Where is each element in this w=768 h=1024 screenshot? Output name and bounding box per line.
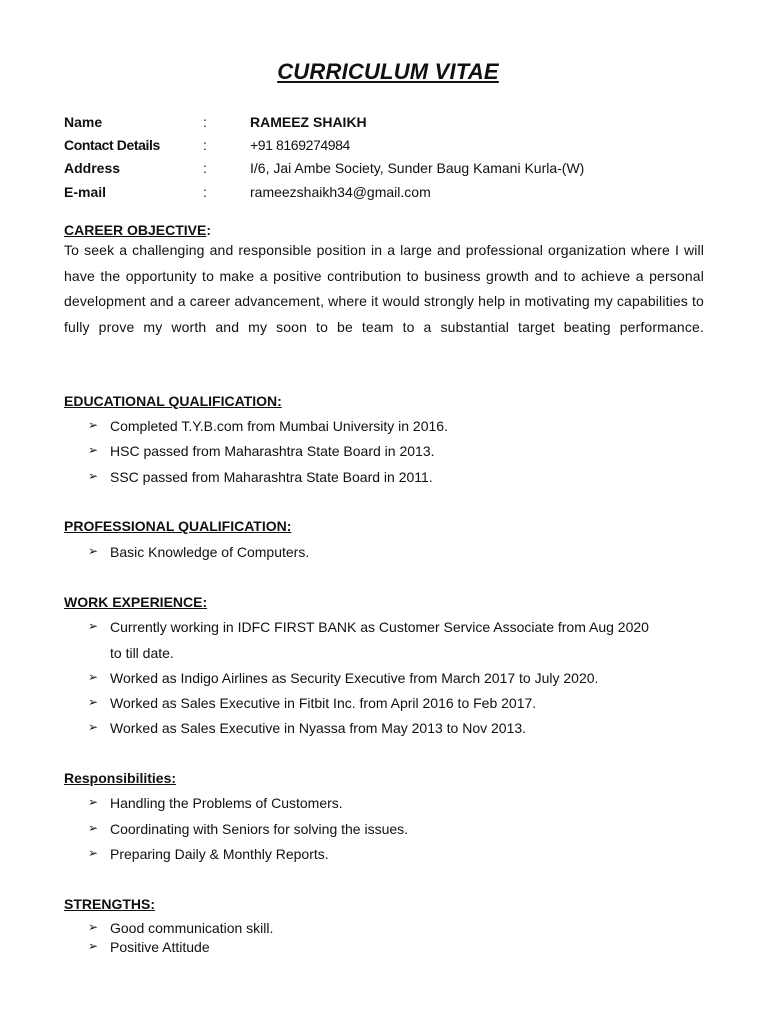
- professional-heading: PROFESSIONAL QUALIFICATION:: [64, 518, 292, 534]
- responsibility-item: Handling the Problems of Customers.: [110, 795, 343, 811]
- work-item: Worked as Indigo Airlines as Security Executive from March 2017 to July 2020.: [110, 670, 599, 686]
- arrow-bullet-icon: ➢: [88, 846, 99, 860]
- contact-label: Contact Details: [64, 137, 160, 153]
- contact-value: +91 8169274984: [250, 137, 350, 153]
- work-item: Currently working in IDFC FIRST BANK as Customer Service Associate from Aug 2020: [110, 619, 649, 635]
- responsibilities-heading: Responsibilities:: [64, 770, 177, 786]
- education-heading: EDUCATIONAL QUALIFICATION:: [64, 393, 282, 409]
- arrow-bullet-icon: ➢: [88, 795, 99, 809]
- arrow-bullet-icon: ➢: [88, 544, 99, 558]
- strengths-heading: STRENGTHS:: [64, 896, 155, 912]
- name-label: Name: [64, 114, 103, 130]
- strength-item: Good communication skill.: [110, 920, 274, 936]
- arrow-bullet-icon: ➢: [88, 418, 99, 432]
- responsibility-item: Preparing Daily & Monthly Reports.: [110, 846, 329, 862]
- education-item: SSC passed from Maharashtra State Board in 2011.: [110, 469, 433, 485]
- education-item: HSC passed from Maharashtra State Board in 2013.: [110, 443, 435, 459]
- address-label: Address: [64, 160, 121, 176]
- career-heading-text: CAREER OBJECTIVE: [64, 222, 207, 238]
- arrow-bullet-icon: ➢: [88, 821, 99, 835]
- arrow-bullet-icon: ➢: [88, 670, 99, 684]
- work-heading: WORK EXPERIENCE:: [64, 594, 208, 610]
- work-item: Worked as Sales Executive in Fitbit Inc. from April 2016 to Feb 2017.: [110, 695, 537, 711]
- arrow-bullet-icon: ➢: [88, 720, 99, 734]
- work-item: Worked as Sales Executive in Nyassa from May 2013 to Nov 2013.: [110, 720, 527, 736]
- arrow-bullet-icon: ➢: [88, 939, 99, 953]
- arrow-bullet-icon: ➢: [88, 469, 99, 483]
- arrow-bullet-icon: ➢: [88, 443, 99, 457]
- responsibility-item: Coordinating with Seniors for solving the issues.: [110, 821, 409, 837]
- work-item-continuation: to till date.: [110, 645, 174, 661]
- email-value: rameezshaikh34@gmail.com: [250, 184, 431, 200]
- education-item: Completed T.Y.B.com from Mumbai University in 2016.: [110, 418, 448, 434]
- document-title: CURRICULUM VITAE: [277, 59, 499, 84]
- address-value: I/6, Jai Ambe Society, Sunder Baug Kamani Kurla-(W): [250, 160, 585, 176]
- career-objective-text: To seek a challenging and responsible position in a large and professional organization where I will have the opportunity to make a positive contribution to business growth and to achieve a personal development and a career advancement, where it would strongly help in motivating my capabilities to fully prove my worth and my soon to be team to a substantial target beating performance.: [64, 242, 704, 335]
- arrow-bullet-icon: ➢: [88, 619, 99, 633]
- arrow-bullet-icon: ➢: [88, 920, 99, 934]
- name-colon: :: [203, 114, 207, 130]
- career-heading-colon: :: [206, 222, 212, 238]
- professional-item: Basic Knowledge of Computers.: [110, 544, 310, 560]
- name-value: RAMEEZ SHAIKH: [250, 114, 367, 130]
- email-colon: :: [203, 184, 207, 200]
- arrow-bullet-icon: ➢: [88, 695, 99, 709]
- email-label: E-mail: [64, 184, 107, 200]
- contact-colon: :: [203, 137, 207, 153]
- address-colon: :: [203, 160, 207, 176]
- career-objective-heading: [64, 222, 211, 238]
- strength-item: Positive Attitude: [110, 939, 210, 955]
